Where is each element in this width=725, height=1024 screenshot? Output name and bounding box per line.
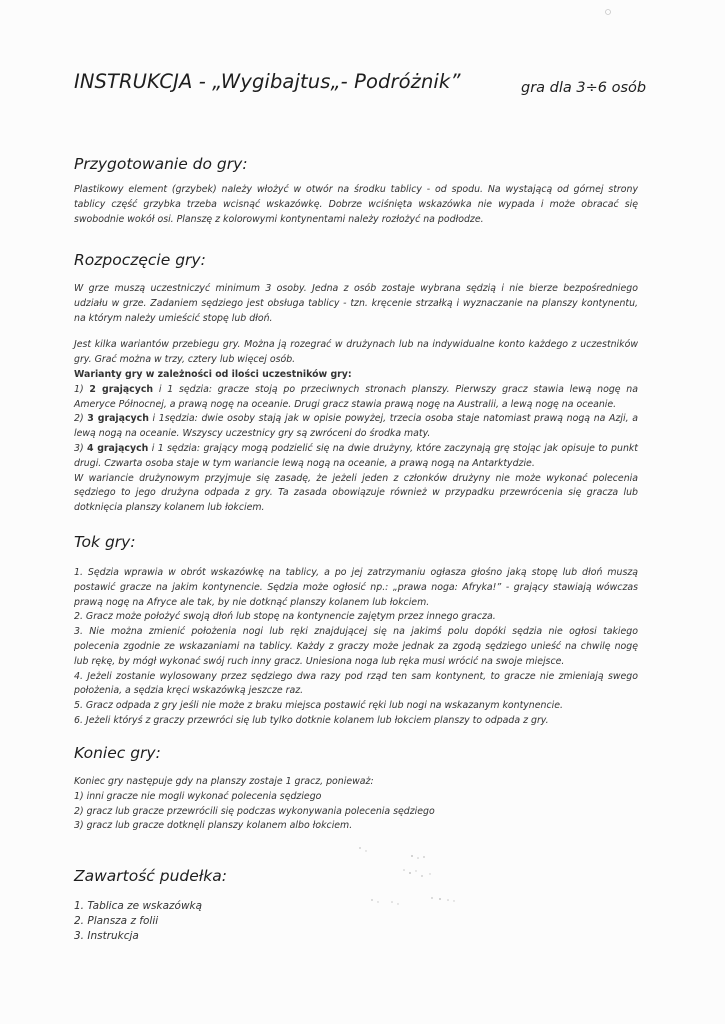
text-line: gry. Grać można w trzy, cztery lub więcej osób.: [74, 354, 296, 366]
text-line: Jest kilka wariantów przebiegu gry. Można ją rozegrać w drużynach lub na indywidualne konto każdego z uczestników: [74, 339, 638, 351]
section-heading-preparation: Przygotowanie do gry:: [74, 155, 248, 173]
text-line: 3. Nie można zmienić położenia nogi lub ręki znajdującej się na jakimś polu dopóki sędzia nie ogłosi takiego: [74, 626, 638, 638]
scan-mark: [604, 8, 612, 16]
text-line: W wariancie drużynowym przyjmuje się zasadę, że jeżeli jeden z członków drużyny nie może wykonać polecenia: [74, 472, 638, 484]
text-line: 6. Jeżeli któryś z graczy przewróci się lub tylko dotknie kolanem lub łokciem planszy to odpada z gry.: [74, 714, 549, 726]
list-item: 2) gracz lub gracze przewrócili się podczas wykonywania polecenia sędziego: [74, 805, 435, 817]
text-line: dotknięcia planszy kolanem lub łokciem.: [74, 502, 265, 514]
variant-label: 2 grających: [89, 383, 154, 395]
scan-smudge: [352, 842, 462, 912]
preparation-text: [74, 183, 638, 227]
text-line: swobodnie wokół osi. Planszę z kolorowymi kontynentami należy rozłożyć na podłodze.: [74, 213, 484, 225]
section-heading-end: Koniec gry:: [74, 744, 161, 762]
section-heading-gameplay: Tok gry:: [74, 533, 136, 551]
text-line: lub rękę, by mógł wykonać swój ruch inny gracz. Uniesiona noga lub ręka musi wrócić na swoje miejsce.: [74, 655, 565, 667]
start-paragraph-2: [74, 338, 638, 516]
text-line: Ameryce Północnej, a prawą nogę na oceanie. Drugi gracz stawia prawą nogę na Australii, a lewą nogę na oceanie.: [74, 398, 617, 410]
text-line: na którym należy umieścić stopę lub dłoń.: [74, 312, 273, 324]
section-end: [74, 744, 638, 834]
variants-heading: Warianty gry w zależności od ilości uczestników gry:: [74, 368, 352, 380]
text-line: 2. Gracz może położyć swoją dłoń lub stopę na kontynencie zajętym przez innego gracza.: [74, 611, 496, 623]
text-line: 4. Jeżeli zostanie wylosowany przez sędziego dwa razy pod rząd ten sam kontynent, to gracze nie zmieniają swego: [74, 670, 638, 682]
text-line: Plastikowy element (grzybek) należy włożyć w otwór na środku tablicy - od spodu. Na wystającą od górnej strony: [74, 184, 638, 195]
section-heading-start: Rozpoczęcie gry:: [74, 251, 206, 269]
variant-number: 3): [74, 442, 88, 454]
text-line: 5. Gracz odpada z gry jeśli nie może z braku miejsca postawić ręki lub nogi na wskazanym kontynencie.: [74, 700, 563, 712]
list-item: 1) inni gracze nie mogli wykonać polecenia sędziego: [74, 790, 322, 802]
variant-1-line: [74, 383, 638, 398]
text-line: tablicy część grzybka trzeba wcisnąć wskazówkę. Dobrze wciśnięta wskazówka nie wypada i może obracać się: [74, 198, 638, 210]
variant-2-line: [74, 412, 638, 427]
document-title: INSTRUKCJA - „Wygibajtus„- Podróżnik”: [74, 70, 461, 93]
text-line: polecenia zgodnie ze wskazaniami na tablicy. Każdy z graczy może jednak za zgodą sędziego unieść na chwilę nogę: [74, 640, 638, 652]
text-line: 1. Sędzia wprawia w obrót wskazówkę na tablicy, a po jej zatrzymaniu ogłasza głośno jaką stopę lub dłoń muszą: [74, 567, 638, 578]
text-line: postawić gracze na jakim kontynencie. Sędzia może ogłosić np.: „prawa noga: Afryka!” - grający stawiają wówczas: [74, 581, 638, 593]
variant-label: 4 grających: [87, 442, 149, 454]
variant-3-line: [74, 442, 638, 457]
end-conditions-list: [74, 775, 638, 834]
variant-number: 1): [74, 383, 90, 395]
variant-label: 3 grających: [87, 413, 149, 425]
text-line: udziału w grze. Zadaniem sędziego jest obsługa tablicy - tzn. kręcenie strzałką i wyznaczanie na planszy kontynentu,: [74, 297, 638, 309]
gameplay-text: [74, 566, 638, 729]
section-start: [74, 251, 638, 516]
player-count-subtitle: gra dla 3÷6 osób: [521, 80, 647, 96]
text-line: położenia, a sędzia kręci wskazówką jeszcze raz.: [74, 685, 304, 697]
list-item: 2. Plansza z folii: [74, 915, 159, 928]
section-preparation: [74, 155, 638, 227]
text-line: drugi. Czwarta osoba staje w tym wariancie lewą nogą na oceanie, a prawą nogą na Antarktydzie.: [74, 457, 535, 469]
list-item: 3. Instrukcja: [74, 930, 139, 943]
variant-number: 2): [74, 413, 88, 425]
text-line: W grze muszą uczestniczyć minimum 3 osoby. Jedna z osób zostaje wybrana sędzią i nie bierze bezpośredniego: [74, 283, 638, 294]
section-heading-contents: Zawartość pudełka:: [74, 867, 227, 885]
start-paragraph-1: [74, 282, 638, 326]
list-item: 1. Tablica ze wskazówką: [74, 900, 203, 912]
list-item: Koniec gry następuje gdy na planszy zostaje 1 gracz, ponieważ:: [74, 776, 374, 787]
text-line: sędziego to jego drużyna odpada z gry. Ta zasada obowiązuje również w przypadku przewrócenia się gracza lub: [74, 487, 638, 499]
variant-text: i 1 sędzia: gracze stoją po przeciwnych stronach planszy. Pierwszy gracz stawia lewą nogę na: [153, 383, 638, 395]
text-line: prawą nogę na Afryce ale tak, by nie dotknąć planszy kolanem lub łokciem.: [74, 596, 430, 608]
list-item: 3) gracz lub gracze dotknęli planszy kolanem albo łokciem.: [74, 820, 353, 832]
text-line: lewą nogą na oceanie. Wszyscy uczestnicy gry są zwróceni do środka maty.: [74, 428, 431, 440]
variant-text: i 1 sędzia: grający mogą podzielić się na dwie drużyny, które zaczynają grę stojąc jak opisuje to punkt: [148, 442, 638, 454]
variant-text: i 1sędzia: dwie osoby stają jak w opisie powyżej, trzecia osoba staje natomiast prawą nogą na Azji, a: [148, 413, 638, 425]
section-gameplay: [74, 533, 638, 729]
